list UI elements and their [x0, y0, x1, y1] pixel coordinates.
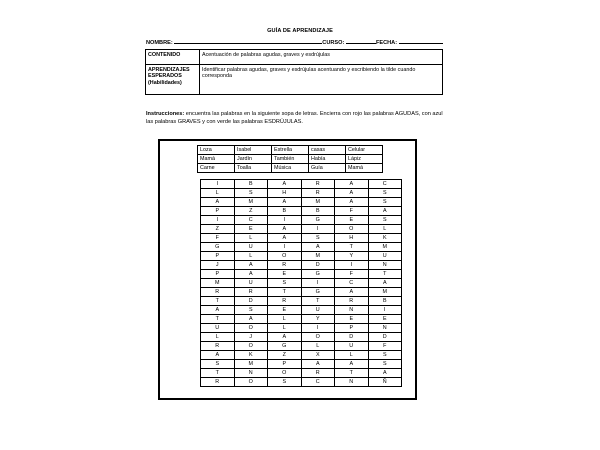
letter-cell: A — [268, 180, 302, 189]
word-cell: Toalla — [235, 164, 272, 173]
letter-cell: F — [335, 207, 369, 216]
aprendizajes-label: APRENDIZAJES ESPERADOS (Habilidades) — [146, 65, 200, 95]
letter-grid-row — [201, 342, 402, 351]
letter-cell: D — [234, 297, 268, 306]
letter-cell: A — [234, 270, 268, 279]
page-title: GUÍA DE APRENDIZAJE — [267, 28, 333, 34]
word-cell: Mamá — [198, 155, 235, 164]
letter-grid-row — [201, 297, 402, 306]
letter-cell: F — [368, 342, 402, 351]
letter-grid-row — [201, 270, 402, 279]
letter-cell: L — [268, 315, 302, 324]
letter-cell: A — [301, 360, 335, 369]
letter-cell: S — [201, 360, 235, 369]
letter-cell: J — [234, 333, 268, 342]
letter-cell: O — [335, 225, 369, 234]
letter-cell: A — [335, 189, 369, 198]
letter-cell: I — [268, 243, 302, 252]
letter-grid-row — [201, 261, 402, 270]
letter-grid-row — [201, 369, 402, 378]
letter-cell: N — [335, 306, 369, 315]
letter-cell: G — [201, 243, 235, 252]
letter-grid-row — [201, 288, 402, 297]
letter-cell: C — [335, 279, 369, 288]
letter-cell: A — [335, 180, 369, 189]
letter-cell: G — [301, 270, 335, 279]
letter-grid-row — [201, 225, 402, 234]
letter-cell: B — [368, 297, 402, 306]
letter-cell: A — [234, 261, 268, 270]
nombre-field[interactable] — [174, 38, 322, 44]
letter-cell: B — [234, 180, 268, 189]
letter-cell: L — [268, 324, 302, 333]
letter-cell: A — [335, 198, 369, 207]
letter-cell: M — [201, 279, 235, 288]
letter-cell: S — [368, 189, 402, 198]
letter-cell: D — [368, 333, 402, 342]
letter-grid-row — [201, 279, 402, 288]
word-cell: Lápiz — [346, 155, 383, 164]
word-list-row — [198, 146, 383, 155]
letter-cell: R — [268, 261, 302, 270]
letter-cell: M — [234, 198, 268, 207]
letter-grid-row — [201, 324, 402, 333]
word-cell: Estrella — [272, 146, 309, 155]
letter-cell: S — [268, 378, 302, 387]
letter-grid — [200, 179, 402, 387]
letter-cell: H — [335, 234, 369, 243]
letter-cell: L — [234, 234, 268, 243]
word-list-row — [198, 155, 383, 164]
word-cell: Carne — [198, 164, 235, 173]
instructions-text: encuentra las palabras en la siguiente sopa de letras. Encierra con rojo las palabras AGUDAS, con azul las palabras GRAVES y con verde las palabras ESDRÚJULAS. — [146, 111, 443, 125]
letter-cell: C — [234, 216, 268, 225]
letter-cell: I — [268, 216, 302, 225]
letter-cell: I — [368, 306, 402, 315]
letter-cell: R — [201, 342, 235, 351]
letter-cell: L — [201, 333, 235, 342]
letter-cell: M — [301, 252, 335, 261]
word-cell: También — [272, 155, 309, 164]
letter-cell: I — [201, 216, 235, 225]
letter-cell: U — [234, 279, 268, 288]
letter-cell: S — [301, 234, 335, 243]
letter-grid-row — [201, 333, 402, 342]
word-cell: Guía — [309, 164, 346, 173]
letter-cell: T — [201, 297, 235, 306]
letter-cell: R — [201, 378, 235, 387]
letter-cell: Z — [268, 351, 302, 360]
letter-cell: N — [368, 261, 402, 270]
letter-cell: L — [368, 225, 402, 234]
letter-cell: B — [268, 207, 302, 216]
letter-cell: S — [234, 306, 268, 315]
letter-cell: P — [201, 207, 235, 216]
letter-cell: L — [234, 252, 268, 261]
letter-cell: M — [301, 198, 335, 207]
letter-cell: O — [268, 252, 302, 261]
letter-cell: A — [368, 279, 402, 288]
word-cell: Había — [309, 155, 346, 164]
letter-cell: U — [201, 324, 235, 333]
letter-cell: A — [368, 207, 402, 216]
letter-cell: U — [368, 252, 402, 261]
letter-cell: Ñ — [368, 378, 402, 387]
letter-cell: P — [201, 270, 235, 279]
letter-grid-row — [201, 216, 402, 225]
letter-cell: S — [368, 198, 402, 207]
letter-cell: I — [335, 261, 369, 270]
letter-cell: M — [368, 243, 402, 252]
letter-cell: S — [234, 189, 268, 198]
letter-cell: A — [268, 234, 302, 243]
curso-label: CURSO: — [322, 40, 345, 46]
letter-cell: X — [301, 351, 335, 360]
letter-cell: R — [335, 297, 369, 306]
letter-cell: F — [201, 234, 235, 243]
letter-cell: I — [301, 324, 335, 333]
letter-cell: M — [234, 360, 268, 369]
word-cell: casas — [309, 146, 346, 155]
letter-grid-row — [201, 315, 402, 324]
letter-cell: S — [368, 360, 402, 369]
letter-cell: P — [335, 324, 369, 333]
letter-cell: T — [201, 315, 235, 324]
letter-grid-row — [201, 207, 402, 216]
letter-cell: R — [268, 297, 302, 306]
letter-cell: C — [301, 378, 335, 387]
letter-cell: R — [301, 189, 335, 198]
word-cell: Celular — [346, 146, 383, 155]
letter-cell: A — [201, 306, 235, 315]
word-cell: Mamá — [346, 164, 383, 173]
letter-cell: A — [268, 198, 302, 207]
word-list-row — [198, 164, 383, 173]
letter-cell: O — [234, 342, 268, 351]
letter-cell: U — [301, 306, 335, 315]
letter-cell: S — [268, 279, 302, 288]
letter-cell: R — [234, 288, 268, 297]
letter-cell: R — [301, 180, 335, 189]
letter-cell: A — [335, 360, 369, 369]
letter-grid-row — [201, 198, 402, 207]
word-cell: Isabel — [235, 146, 272, 155]
word-cell: Música — [272, 164, 309, 173]
letter-cell: D — [335, 333, 369, 342]
letter-cell: K — [234, 351, 268, 360]
nombre-label: NOMBRE: — [146, 40, 173, 46]
letter-cell: O — [234, 378, 268, 387]
letter-cell: N — [234, 369, 268, 378]
content-table — [145, 49, 443, 95]
letter-cell: O — [301, 333, 335, 342]
word-cell: Jardín — [235, 155, 272, 164]
letter-cell: A — [201, 351, 235, 360]
letter-cell: I — [301, 279, 335, 288]
letter-cell: A — [335, 288, 369, 297]
letter-cell: T — [268, 288, 302, 297]
letter-cell: O — [268, 369, 302, 378]
letter-cell: E — [268, 306, 302, 315]
letter-cell: T — [201, 369, 235, 378]
letter-cell: U — [234, 243, 268, 252]
letter-cell: A — [301, 243, 335, 252]
letter-grid-row — [201, 234, 402, 243]
letter-cell: A — [268, 225, 302, 234]
letter-cell: T — [301, 297, 335, 306]
letter-cell: Z — [234, 207, 268, 216]
letter-cell: N — [335, 378, 369, 387]
letter-cell: A — [368, 369, 402, 378]
letter-cell: L — [301, 342, 335, 351]
letter-cell: E — [234, 225, 268, 234]
letter-cell: T — [368, 270, 402, 279]
letter-cell: B — [301, 207, 335, 216]
letter-cell: C — [368, 180, 402, 189]
word-list-table — [197, 145, 383, 173]
curso-field[interactable] — [346, 38, 376, 44]
letter-cell: S — [368, 216, 402, 225]
letter-cell: E — [368, 315, 402, 324]
letter-cell: E — [335, 315, 369, 324]
letter-cell: P — [201, 252, 235, 261]
instructions — [146, 111, 446, 127]
word-cell: Loza — [198, 146, 235, 155]
contenido-label: CONTENIDO — [146, 50, 200, 65]
letter-cell: G — [301, 288, 335, 297]
letter-cell: G — [301, 216, 335, 225]
letter-cell: D — [301, 261, 335, 270]
instructions-label: Instrucciones: — [146, 111, 185, 117]
letter-cell: H — [268, 189, 302, 198]
student-info-line — [146, 38, 446, 46]
letter-cell: Z — [201, 225, 235, 234]
letter-cell: E — [268, 270, 302, 279]
letter-cell: P — [268, 360, 302, 369]
aprendizajes-text: Identificar palabras agudas, graves y esdrújulas acentuando y escribiendo la tilde cuando corresponda — [200, 65, 443, 95]
letter-cell: Y — [301, 315, 335, 324]
letter-cell: T — [335, 369, 369, 378]
letter-cell: S — [368, 351, 402, 360]
letter-grid-row — [201, 189, 402, 198]
letter-grid-row — [201, 351, 402, 360]
letter-cell: K — [368, 234, 402, 243]
letter-cell: N — [368, 324, 402, 333]
letter-cell: R — [201, 288, 235, 297]
fecha-label: FECHA: — [375, 40, 398, 46]
letter-cell: E — [335, 216, 369, 225]
letter-cell: O — [234, 324, 268, 333]
contenido-text: Acentuación de palabras agudas, graves y esdrújulas — [200, 50, 443, 65]
letter-cell: U — [335, 342, 369, 351]
letter-cell: L — [201, 189, 235, 198]
letter-cell: M — [368, 288, 402, 297]
letter-cell: Y — [335, 252, 369, 261]
letter-cell: T — [335, 243, 369, 252]
letter-grid-row — [201, 180, 402, 189]
letter-cell: A — [268, 333, 302, 342]
letter-cell: I — [201, 180, 235, 189]
letter-grid-row — [201, 252, 402, 261]
letter-grid-row — [201, 378, 402, 387]
letter-cell: A — [234, 315, 268, 324]
letter-grid-row — [201, 243, 402, 252]
letter-grid-row — [201, 306, 402, 315]
letter-grid-row — [201, 360, 402, 369]
letter-cell: R — [301, 369, 335, 378]
letter-cell: G — [268, 342, 302, 351]
letter-cell: J — [201, 261, 235, 270]
letter-cell: I — [301, 225, 335, 234]
fecha-field[interactable] — [399, 38, 443, 44]
letter-cell: A — [201, 198, 235, 207]
letter-cell: L — [335, 351, 369, 360]
letter-cell: F — [335, 270, 369, 279]
